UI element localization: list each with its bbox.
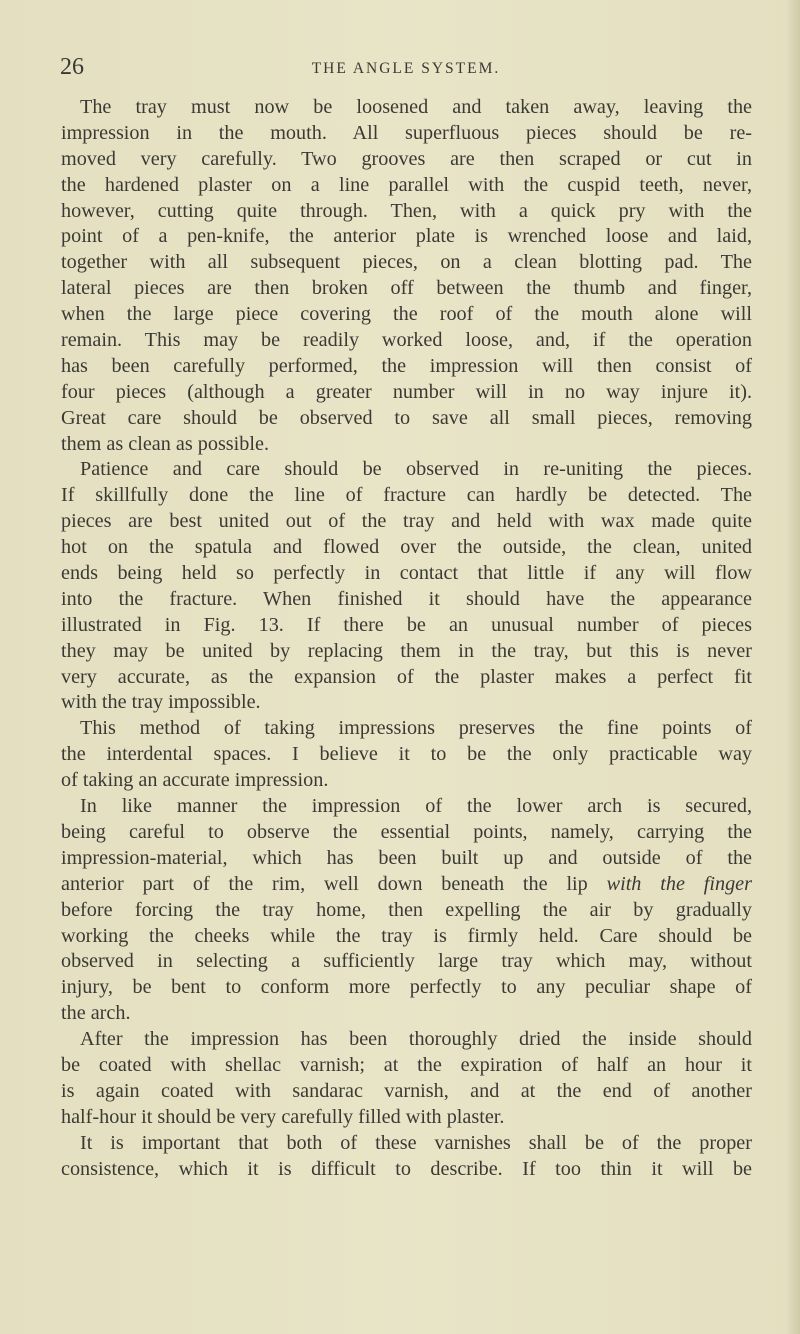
text-line: [61, 1027, 752, 1053]
text-line-content: into the fracture. When finished it should have the appearance: [61, 587, 752, 610]
text-line-content: being careful to observe the essential points, namely, carrying the: [61, 820, 752, 843]
text-line-content: is again coated with sandarac varnish, and at the end of another: [61, 1079, 752, 1102]
text-line: [61, 742, 752, 768]
text-line: [61, 639, 752, 665]
text-line-content: consistence, which it is difficult to describe. If too thin it will be: [61, 1157, 752, 1180]
text-line-content: when the large piece covering the roof of the mouth alone will: [61, 303, 752, 326]
text-line-content: impression-material, which has been built up and outside of the: [61, 846, 752, 869]
text-line: [61, 535, 752, 561]
text-line: [61, 380, 752, 406]
page-header: [60, 52, 752, 86]
text-line-content: pieces are best united out of the tray and held with wax made quite: [61, 510, 752, 533]
text-line: [61, 820, 752, 846]
text-line-content: The tray must now be loosened and taken away, leaving the: [80, 96, 752, 118]
text-line-content: working the cheeks while the tray is firmly held. Care should be: [61, 924, 752, 947]
text-line-content: they may be united by replacing them in the tray, but this is never: [61, 639, 752, 662]
text-line: [61, 975, 752, 1001]
text-line: [61, 794, 752, 820]
text-line-content: remain. This may be readily worked loose, and, if the operation: [61, 329, 752, 352]
text-line: [61, 173, 752, 199]
italic-phrase: with the finger: [606, 872, 752, 895]
text-line-content: injury, be bent to conform more perfectly to any peculiar shape of: [61, 976, 752, 999]
text-line-content: with the tray impossible.: [61, 691, 261, 714]
text-line: [61, 250, 752, 276]
text-line-content: point of a pen-knife, the anterior plate is wrenched loose and laid,: [61, 225, 752, 248]
text-line: [61, 95, 752, 121]
text-line-content: anterior part of the rim, well down beneath the lip: [61, 872, 607, 895]
text-line: [61, 1079, 752, 1105]
text-line: [61, 354, 752, 380]
text-line-content: lateral pieces are then broken off between the thumb and finger,: [61, 277, 752, 300]
text-line: [61, 1131, 752, 1157]
text-line: [61, 276, 752, 302]
text-line-content: four pieces (although a greater number will in no way injure it).: [61, 380, 752, 403]
text-line-content: together with all subsequent pieces, on a clean blotting pad. The: [61, 251, 752, 274]
text-line: [61, 224, 752, 250]
text-line: [61, 716, 752, 742]
text-line: [61, 483, 752, 509]
text-line: [61, 509, 752, 535]
text-line: [61, 949, 752, 975]
page-number: 26: [60, 54, 84, 80]
text-line-content: half-hour it should be very carefully filled with plaster.: [61, 1105, 505, 1128]
text-line: [61, 406, 752, 432]
text-line: [61, 328, 752, 354]
text-line: [61, 1105, 752, 1131]
text-line: [61, 147, 752, 173]
text-line-content: moved very carefully. Two grooves are then scraped or cut in: [61, 147, 752, 170]
text-line-content: If skillfully done the line of fracture can hardly be detected. The: [61, 484, 752, 507]
text-line-content: has been carefully performed, the impression will then consist of: [61, 354, 752, 377]
text-line-content: It is important that both of these varnishes shall be of the proper: [80, 1131, 752, 1154]
text-line-content: ends being held so perfectly in contact that little if any will flow: [61, 562, 752, 585]
text-line: [61, 768, 752, 794]
text-line: [61, 665, 752, 691]
text-line: [61, 846, 752, 872]
text-line-content: however, cutting quite through. Then, with a quick pry with the: [61, 199, 752, 222]
text-line-content: impression in the mouth. All superfluous pieces should be re-: [61, 121, 752, 144]
text-line: [61, 690, 752, 716]
text-line: [61, 457, 752, 483]
text-line: [61, 199, 752, 225]
text-line-content: Great care should be observed to save all small pieces, removing: [61, 406, 752, 429]
text-line-content: observed in selecting a sufficiently large tray which may, without: [61, 950, 752, 973]
text-line: [61, 121, 752, 147]
text-line-content: the interdental spaces. I believe it to be the only practicable way: [61, 743, 752, 766]
text-line-content: before forcing the tray home, then expelling the air by gradually: [61, 898, 752, 921]
text-line: [61, 1053, 752, 1079]
text-line: [61, 1001, 752, 1027]
text-line: [61, 432, 752, 458]
text-line-content: Patience and care should be observed in re-uniting the pieces.: [80, 458, 752, 481]
text-line: [61, 613, 752, 639]
text-line-content: be coated with shellac varnish; at the expiration of half an hour it: [61, 1053, 752, 1076]
running-head: THE ANGLE SYSTEM.: [311, 60, 501, 77]
text-line-content: the arch.: [61, 1002, 131, 1025]
text-line: [61, 302, 752, 328]
text-line-content: very accurate, as the expansion of the plaster makes a perfect fit: [61, 665, 752, 688]
text-line: [61, 898, 752, 924]
text-line-content: After the impression has been thoroughly dried the inside should: [80, 1028, 752, 1051]
text-line: [61, 561, 752, 587]
text-line: [61, 872, 752, 898]
page-edge-shadow: [786, 0, 800, 1334]
text-line-content: hot on the spatula and flowed over the outside, the clean, united: [61, 536, 752, 559]
text-line-content: the hardened plaster on a line parallel with the cuspid teeth, never,: [61, 173, 752, 196]
text-line: [61, 1157, 752, 1183]
text-line-content: them as clean as possible.: [61, 432, 269, 455]
text-line-content: of taking an accurate impression.: [61, 769, 329, 792]
text-line: [61, 924, 752, 950]
body-text: [61, 95, 752, 1182]
text-line: [61, 587, 752, 613]
text-line-content: In like manner the impression of the lower arch is secured,: [80, 795, 752, 818]
text-line-content: This method of taking impressions preserves the fine points of: [80, 717, 752, 740]
text-line-content: illustrated in Fig. 13. If there be an unusual number of pieces: [61, 613, 752, 636]
